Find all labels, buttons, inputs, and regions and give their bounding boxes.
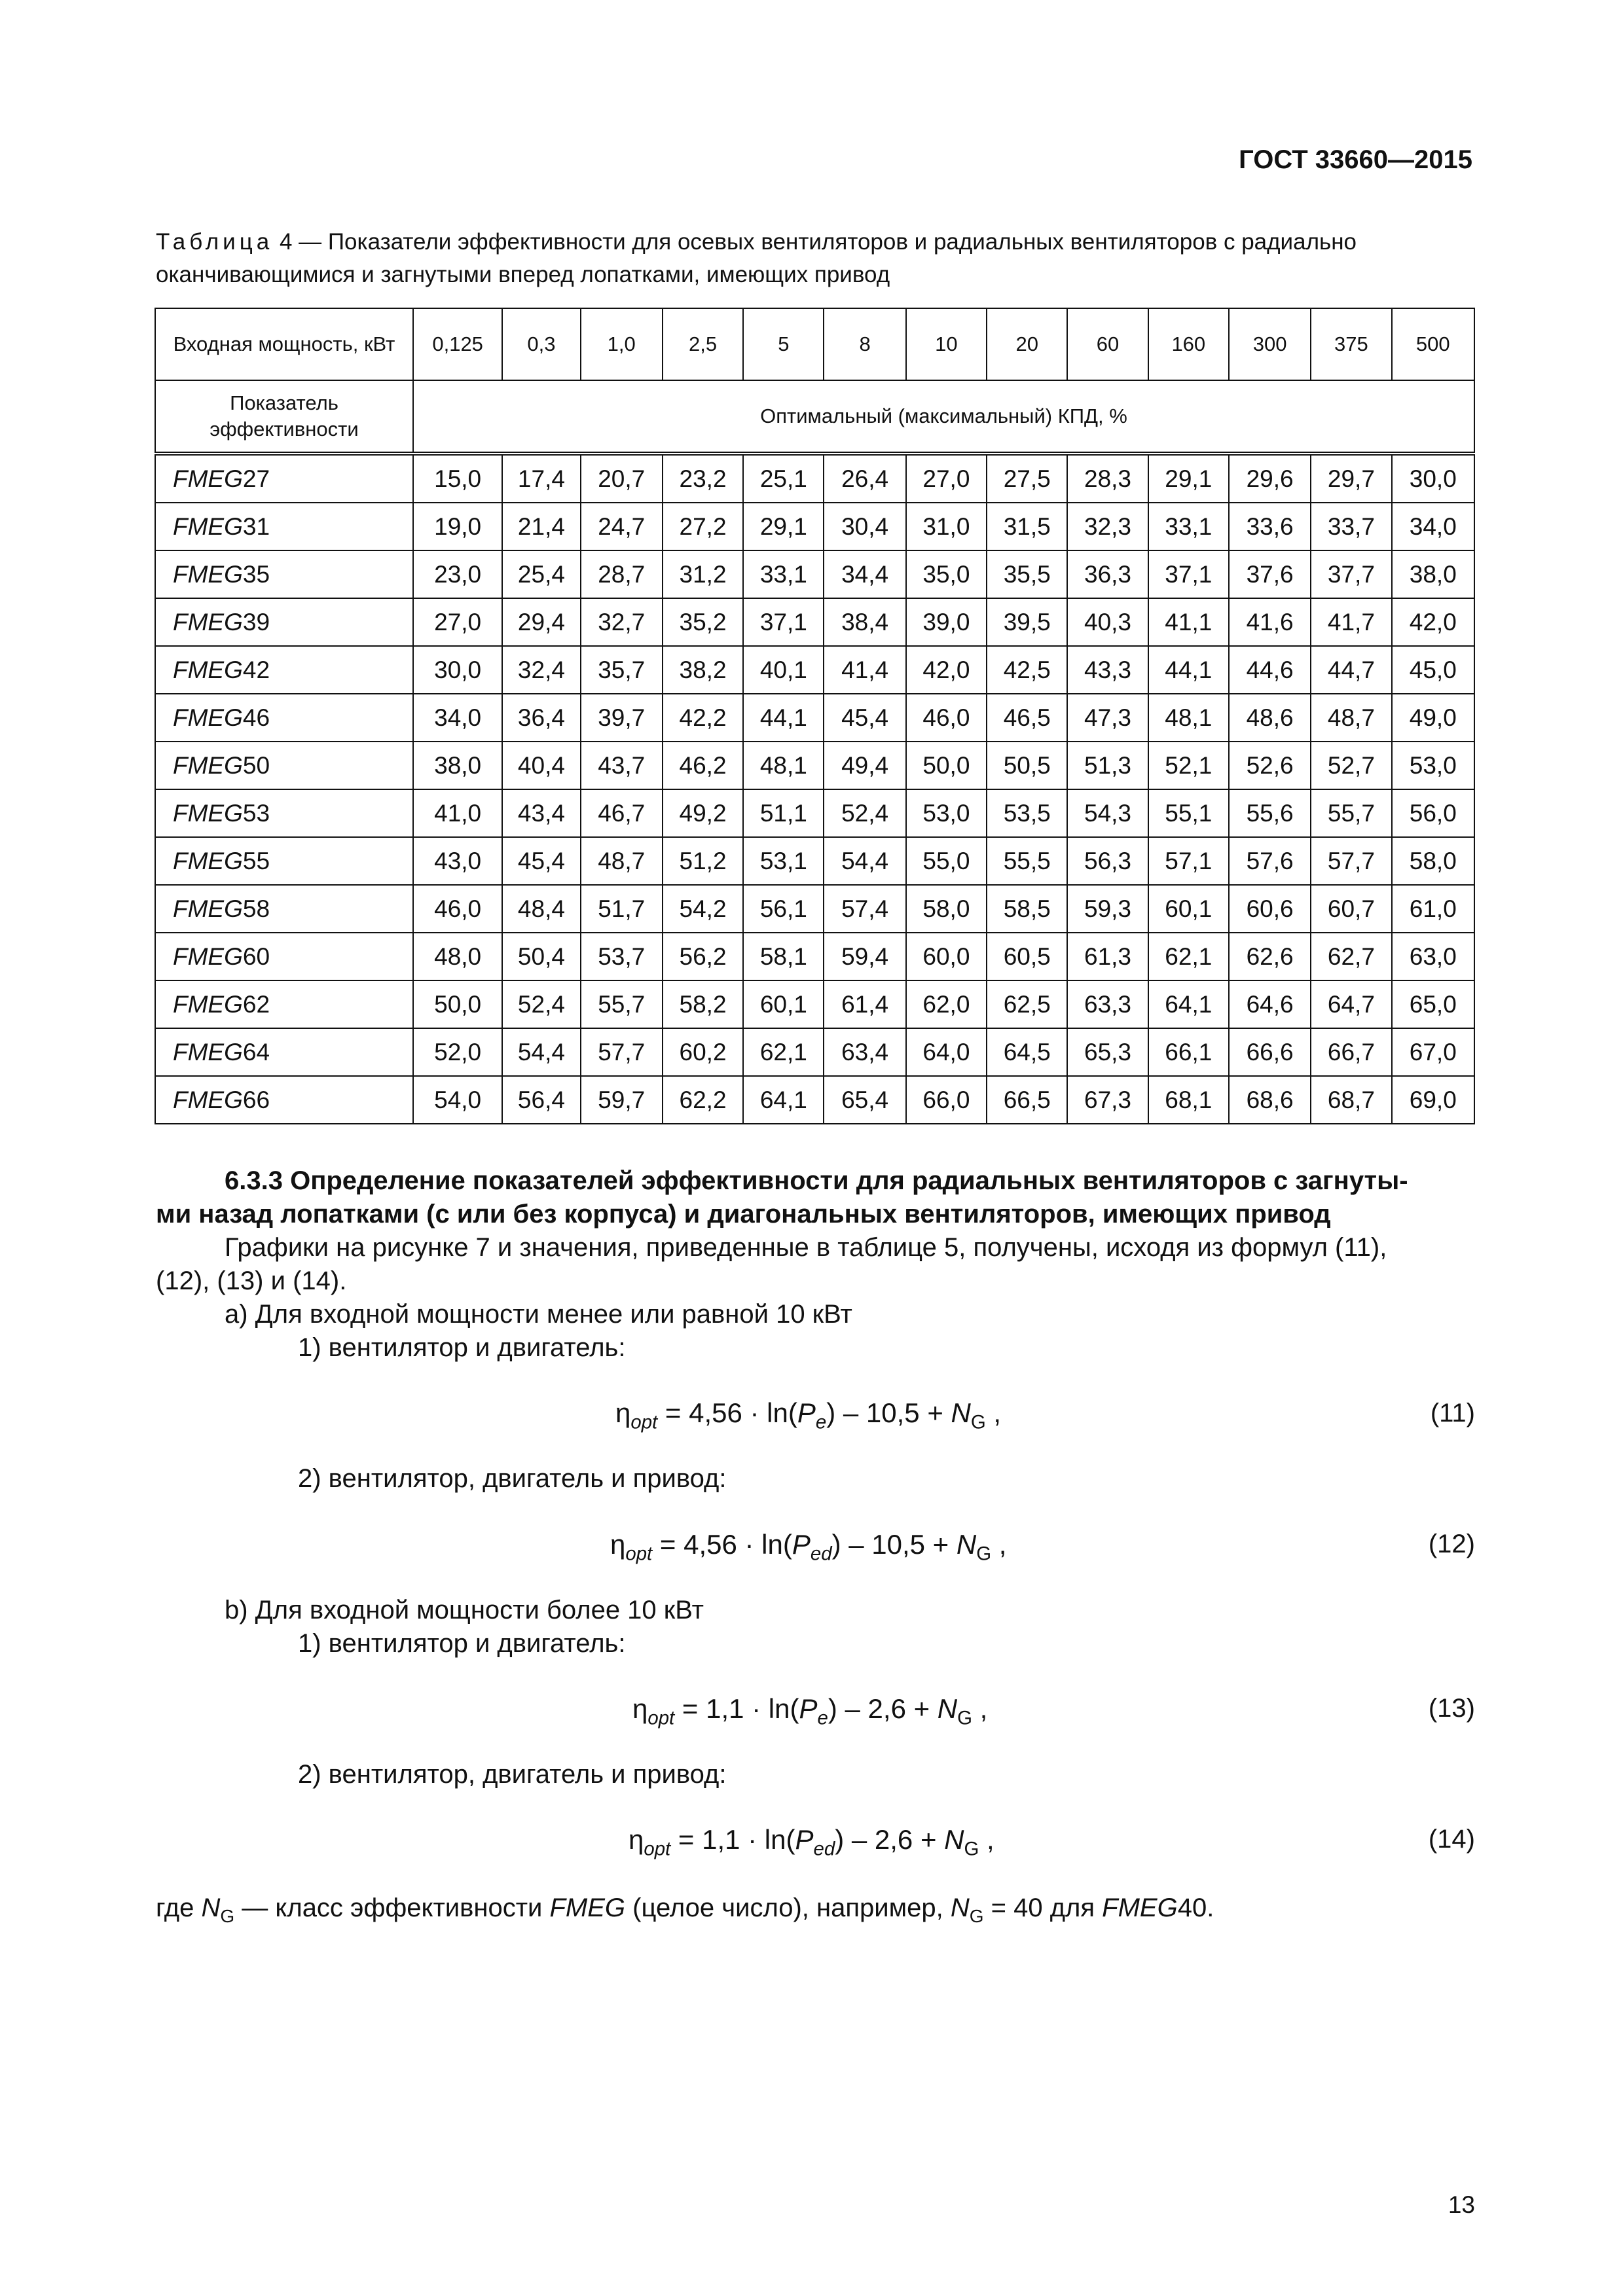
efficiency-value-cell: 35,5 bbox=[987, 550, 1067, 598]
efficiency-value-cell: 49,0 bbox=[1392, 694, 1474, 742]
efficiency-value-cell: 26,4 bbox=[824, 454, 905, 503]
power-value-cell: 0,3 bbox=[502, 308, 580, 380]
efficiency-value-cell: 69,0 bbox=[1392, 1076, 1474, 1124]
efficiency-value-cell: 61,0 bbox=[1392, 885, 1474, 933]
efficiency-value-cell: 62,6 bbox=[1229, 933, 1311, 980]
efficiency-value-cell: 42,0 bbox=[906, 646, 987, 694]
efficiency-value-cell: 55,6 bbox=[1229, 789, 1311, 837]
efficiency-value-cell: 66,7 bbox=[1311, 1028, 1391, 1076]
efficiency-value-cell: 66,0 bbox=[906, 1076, 987, 1124]
efficiency-value-cell: 44,6 bbox=[1229, 646, 1311, 694]
page-number: 13 bbox=[1448, 2191, 1475, 2218]
power-value-cell: 5 bbox=[743, 308, 824, 380]
efficiency-value-cell: 29,1 bbox=[743, 503, 824, 550]
table-header-row bbox=[155, 308, 1474, 380]
efficiency-value-cell: 30,0 bbox=[1392, 454, 1474, 503]
efficiency-value-cell: 15,0 bbox=[413, 454, 502, 503]
efficiency-value-cell: 62,1 bbox=[1148, 933, 1229, 980]
efficiency-value-cell: 62,2 bbox=[663, 1076, 743, 1124]
case-b-text: b) Для входной мощности более 10 кВт bbox=[225, 1596, 704, 1624]
efficiency-value-cell: 34,0 bbox=[1392, 503, 1474, 550]
efficiency-grade-cell: FMEG50 bbox=[155, 742, 413, 789]
efficiency-value-cell: 56,3 bbox=[1067, 837, 1148, 885]
efficiency-value-cell: 63,4 bbox=[824, 1028, 905, 1076]
efficiency-value-cell: 60,2 bbox=[663, 1028, 743, 1076]
efficiency-value-cell: 50,5 bbox=[987, 742, 1067, 789]
efficiency-value-cell: 34,4 bbox=[824, 550, 905, 598]
efficiency-grade-cell: FMEG31 bbox=[155, 503, 413, 550]
efficiency-value-cell: 30,4 bbox=[824, 503, 905, 550]
equation-number-11: (11) bbox=[1430, 1399, 1475, 1427]
efficiency-value-cell: 49,4 bbox=[824, 742, 905, 789]
efficiency-value-cell: 19,0 bbox=[413, 503, 502, 550]
efficiency-value-cell: 56,4 bbox=[502, 1076, 580, 1124]
efficiency-value-cell: 31,5 bbox=[987, 503, 1067, 550]
case-a-item2: 2) вентилятор, двигатель и привод: bbox=[298, 1464, 727, 1493]
efficiency-value-cell: 53,7 bbox=[581, 933, 663, 980]
efficiency-value-cell: 57,6 bbox=[1229, 837, 1311, 885]
efficiency-value-cell: 40,1 bbox=[743, 646, 824, 694]
efficiency-value-cell: 42,2 bbox=[663, 694, 743, 742]
case-b-item2: 2) вентилятор, двигатель и привод: bbox=[298, 1760, 727, 1789]
efficiency-value-cell: 41,4 bbox=[824, 646, 905, 694]
table-caption-label: Таблица bbox=[156, 229, 274, 255]
efficiency-value-cell: 45,4 bbox=[824, 694, 905, 742]
formula-12: $\eta_{opt} = 4,56 \cdot \ln(P_{ed}) - 10,5 + N_G$ , bbox=[610, 1529, 1007, 1565]
efficiency-value-cell: 25,4 bbox=[502, 550, 580, 598]
efficiency-value-cell: 35,0 bbox=[906, 550, 987, 598]
formula-11: $\eta_{opt} = 4,56 \cdot \ln(P_e) - 10,5 + N_G$ , bbox=[615, 1397, 1002, 1433]
efficiency-value-cell: 51,7 bbox=[581, 885, 663, 933]
efficiency-value-cell: 35,2 bbox=[663, 598, 743, 646]
efficiency-value-cell: 34,0 bbox=[413, 694, 502, 742]
efficiency-value-cell: 28,3 bbox=[1067, 454, 1148, 503]
efficiency-value-cell: 46,0 bbox=[906, 694, 987, 742]
efficiency-value-cell: 53,5 bbox=[987, 789, 1067, 837]
efficiency-value-cell: 51,2 bbox=[663, 837, 743, 885]
efficiency-value-cell: 45,0 bbox=[1392, 646, 1474, 694]
equation-number-12: (12) bbox=[1428, 1530, 1475, 1558]
efficiency-value-cell: 58,1 bbox=[743, 933, 824, 980]
table-row bbox=[155, 933, 1474, 980]
efficiency-value-cell: 50,0 bbox=[906, 742, 987, 789]
efficiency-grade-cell: FMEG35 bbox=[155, 550, 413, 598]
efficiency-value-cell: 57,4 bbox=[824, 885, 905, 933]
efficiency-value-cell: 41,1 bbox=[1148, 598, 1229, 646]
efficiency-value-cell: 55,7 bbox=[581, 980, 663, 1028]
efficiency-value-cell: 66,6 bbox=[1229, 1028, 1311, 1076]
efficiency-value-cell: 67,0 bbox=[1392, 1028, 1474, 1076]
efficiency-value-cell: 54,3 bbox=[1067, 789, 1148, 837]
efficiency-value-cell: 39,7 bbox=[581, 694, 663, 742]
efficiency-value-cell: 37,7 bbox=[1311, 550, 1391, 598]
efficiency-value-cell: 32,4 bbox=[502, 646, 580, 694]
efficiency-value-cell: 36,3 bbox=[1067, 550, 1148, 598]
efficiency-value-cell: 51,1 bbox=[743, 789, 824, 837]
efficiency-value-cell: 31,0 bbox=[906, 503, 987, 550]
efficiency-value-cell: 56,2 bbox=[663, 933, 743, 980]
efficiency-value-cell: 45,4 bbox=[502, 837, 580, 885]
efficiency-value-cell: 54,2 bbox=[663, 885, 743, 933]
table-row bbox=[155, 454, 1474, 503]
efficiency-value-cell: 64,0 bbox=[906, 1028, 987, 1076]
efficiency-value-cell: 52,4 bbox=[824, 789, 905, 837]
efficiency-value-cell: 58,0 bbox=[1392, 837, 1474, 885]
table-row bbox=[155, 837, 1474, 885]
efficiency-value-cell: 61,3 bbox=[1067, 933, 1148, 980]
efficiency-value-cell: 48,6 bbox=[1229, 694, 1311, 742]
efficiency-value-cell: 68,1 bbox=[1148, 1076, 1229, 1124]
table-row bbox=[155, 1076, 1474, 1124]
power-value-cell: 2,5 bbox=[663, 308, 743, 380]
table-row bbox=[155, 789, 1474, 837]
efficiency-value-cell: 53,0 bbox=[1392, 742, 1474, 789]
efficiency-value-cell: 55,5 bbox=[987, 837, 1067, 885]
efficiency-grade-cell: FMEG55 bbox=[155, 837, 413, 885]
efficiency-value-cell: 33,1 bbox=[743, 550, 824, 598]
efficiency-value-cell: 33,1 bbox=[1148, 503, 1229, 550]
efficiency-value-cell: 48,0 bbox=[413, 933, 502, 980]
efficiency-value-cell: 46,0 bbox=[413, 885, 502, 933]
efficiency-value-cell: 62,0 bbox=[906, 980, 987, 1028]
efficiency-value-cell: 54,0 bbox=[413, 1076, 502, 1124]
efficiency-value-cell: 29,1 bbox=[1148, 454, 1229, 503]
efficiency-grade-cell: FMEG58 bbox=[155, 885, 413, 933]
power-value-cell: 500 bbox=[1392, 308, 1474, 380]
efficiency-value-cell: 60,6 bbox=[1229, 885, 1311, 933]
table-row bbox=[155, 742, 1474, 789]
efficiency-value-cell: 63,0 bbox=[1392, 933, 1474, 980]
efficiency-value-cell: 39,0 bbox=[906, 598, 987, 646]
efficiency-value-cell: 54,4 bbox=[502, 1028, 580, 1076]
efficiency-value-cell: 50,4 bbox=[502, 933, 580, 980]
efficiency-value-cell: 64,5 bbox=[987, 1028, 1067, 1076]
efficiency-value-cell: 43,7 bbox=[581, 742, 663, 789]
section-intro-line2: (12), (13) и (14). bbox=[156, 1266, 347, 1295]
document-standard-number: ГОСТ 33660—2015 bbox=[1239, 145, 1472, 174]
table-caption bbox=[156, 226, 1472, 291]
efficiency-value-cell: 36,4 bbox=[502, 694, 580, 742]
table-row bbox=[155, 1028, 1474, 1076]
table-subheader-row bbox=[155, 380, 1474, 454]
power-value-cell: 300 bbox=[1229, 308, 1311, 380]
efficiency-value-cell: 37,1 bbox=[743, 598, 824, 646]
efficiency-value-cell: 64,7 bbox=[1311, 980, 1391, 1028]
efficiency-value-cell: 60,5 bbox=[987, 933, 1067, 980]
efficiency-value-cell: 68,7 bbox=[1311, 1076, 1391, 1124]
efficiency-value-cell: 60,7 bbox=[1311, 885, 1391, 933]
efficiency-value-cell: 53,0 bbox=[906, 789, 987, 837]
power-value-cell: 0,125 bbox=[413, 308, 502, 380]
efficiency-value-cell: 27,2 bbox=[663, 503, 743, 550]
efficiency-value-cell: 40,4 bbox=[502, 742, 580, 789]
efficiency-value-cell: 64,6 bbox=[1229, 980, 1311, 1028]
efficiency-value-cell: 48,4 bbox=[502, 885, 580, 933]
efficiency-value-cell: 51,3 bbox=[1067, 742, 1148, 789]
power-header-cell: Входная мощность, кВт bbox=[155, 308, 413, 380]
efficiency-value-cell: 58,5 bbox=[987, 885, 1067, 933]
efficiency-value-cell: 58,0 bbox=[906, 885, 987, 933]
efficiency-grade-cell: FMEG53 bbox=[155, 789, 413, 837]
efficiency-value-cell: 62,5 bbox=[987, 980, 1067, 1028]
efficiency-value-cell: 44,1 bbox=[743, 694, 824, 742]
efficiency-value-cell: 48,1 bbox=[743, 742, 824, 789]
efficiency-value-cell: 59,7 bbox=[581, 1076, 663, 1124]
efficiency-value-cell: 41,6 bbox=[1229, 598, 1311, 646]
efficiency-value-cell: 30,0 bbox=[413, 646, 502, 694]
efficiency-value-cell: 68,6 bbox=[1229, 1076, 1311, 1124]
efficiency-value-cell: 27,0 bbox=[906, 454, 987, 503]
efficiency-value-cell: 46,5 bbox=[987, 694, 1067, 742]
efficiency-grade-cell: FMEG27 bbox=[155, 454, 413, 503]
efficiency-value-cell: 44,7 bbox=[1311, 646, 1391, 694]
power-value-cell: 375 bbox=[1311, 308, 1391, 380]
efficiency-value-cell: 37,1 bbox=[1148, 550, 1229, 598]
efficiency-value-cell: 39,5 bbox=[987, 598, 1067, 646]
efficiency-value-cell: 32,3 bbox=[1067, 503, 1148, 550]
ng-definition: где $N_G$ — класс эффективности FMEG (целое число), например, $N_G = 40$ для FMEG40. bbox=[156, 1893, 1214, 1926]
efficiency-value-cell: 64,1 bbox=[1148, 980, 1229, 1028]
efficiency-value-cell: 66,1 bbox=[1148, 1028, 1229, 1076]
efficiency-header-cell: Оптимальный (максимальный) КПД, % bbox=[413, 380, 1474, 454]
efficiency-value-cell: 52,7 bbox=[1311, 742, 1391, 789]
power-value-cell: 160 bbox=[1148, 308, 1229, 380]
efficiency-value-cell: 42,0 bbox=[1392, 598, 1474, 646]
efficiency-value-cell: 46,7 bbox=[581, 789, 663, 837]
efficiency-value-cell: 47,3 bbox=[1067, 694, 1148, 742]
efficiency-value-cell: 59,3 bbox=[1067, 885, 1148, 933]
efficiency-value-cell: 53,1 bbox=[743, 837, 824, 885]
efficiency-value-cell: 41,7 bbox=[1311, 598, 1391, 646]
efficiency-value-cell: 27,5 bbox=[987, 454, 1067, 503]
efficiency-value-cell: 56,0 bbox=[1392, 789, 1474, 837]
efficiency-value-cell: 33,6 bbox=[1229, 503, 1311, 550]
efficiency-value-cell: 38,0 bbox=[1392, 550, 1474, 598]
efficiency-value-cell: 57,1 bbox=[1148, 837, 1229, 885]
efficiency-value-cell: 64,1 bbox=[743, 1076, 824, 1124]
efficiency-value-cell: 43,0 bbox=[413, 837, 502, 885]
efficiency-value-cell: 62,1 bbox=[743, 1028, 824, 1076]
section-intro-line1: Графики на рисунке 7 и значения, приведенные в таблице 5, получены, исходя из формул (11), bbox=[225, 1233, 1387, 1262]
efficiency-value-cell: 44,1 bbox=[1148, 646, 1229, 694]
formula-14: $\eta_{opt} = 1,1 \cdot \ln(P_{ed}) - 2,6 + N_G$ , bbox=[629, 1824, 994, 1860]
efficiency-value-cell: 52,4 bbox=[502, 980, 580, 1028]
efficiency-value-cell: 56,1 bbox=[743, 885, 824, 933]
efficiency-value-cell: 38,0 bbox=[413, 742, 502, 789]
table-row bbox=[155, 503, 1474, 550]
efficiency-value-cell: 58,2 bbox=[663, 980, 743, 1028]
section-heading-line1: 6.3.3 Определение показателей эффективности для радиальных вентиляторов с загнуты- bbox=[225, 1166, 1408, 1195]
efficiency-value-cell: 32,7 bbox=[581, 598, 663, 646]
efficiency-table bbox=[155, 308, 1475, 1124]
efficiency-value-cell: 20,7 bbox=[581, 454, 663, 503]
efficiency-grade-cell: FMEG64 bbox=[155, 1028, 413, 1076]
efficiency-value-cell: 52,6 bbox=[1229, 742, 1311, 789]
efficiency-value-cell: 60,1 bbox=[1148, 885, 1229, 933]
equation-number-14: (14) bbox=[1428, 1825, 1475, 1854]
case-b-item1: 1) вентилятор и двигатель: bbox=[298, 1629, 626, 1658]
efficiency-grade-cell: FMEG39 bbox=[155, 598, 413, 646]
efficiency-value-cell: 33,7 bbox=[1311, 503, 1391, 550]
efficiency-value-cell: 67,3 bbox=[1067, 1076, 1148, 1124]
efficiency-value-cell: 61,4 bbox=[824, 980, 905, 1028]
efficiency-value-cell: 59,4 bbox=[824, 933, 905, 980]
efficiency-value-cell: 60,1 bbox=[743, 980, 824, 1028]
efficiency-value-cell: 24,7 bbox=[581, 503, 663, 550]
section-heading-line2: ми назад лопатками (с или без корпуса) и диагональных вентиляторов, имеющих привод bbox=[156, 1200, 1331, 1229]
power-value-cell: 1,0 bbox=[581, 308, 663, 380]
efficiency-value-cell: 62,7 bbox=[1311, 933, 1391, 980]
efficiency-value-cell: 29,4 bbox=[502, 598, 580, 646]
efficiency-value-cell: 25,1 bbox=[743, 454, 824, 503]
table-row bbox=[155, 694, 1474, 742]
efficiency-value-cell: 60,0 bbox=[906, 933, 987, 980]
power-value-cell: 60 bbox=[1067, 308, 1148, 380]
efficiency-value-cell: 31,2 bbox=[663, 550, 743, 598]
efficiency-value-cell: 29,6 bbox=[1229, 454, 1311, 503]
efficiency-grade-cell: FMEG46 bbox=[155, 694, 413, 742]
efficiency-value-cell: 49,2 bbox=[663, 789, 743, 837]
efficiency-grade-cell: FMEG42 bbox=[155, 646, 413, 694]
efficiency-value-cell: 28,7 bbox=[581, 550, 663, 598]
table-row bbox=[155, 646, 1474, 694]
case-a-item1: 1) вентилятор и двигатель: bbox=[298, 1333, 626, 1362]
efficiency-value-cell: 43,4 bbox=[502, 789, 580, 837]
efficiency-grade-cell: FMEG66 bbox=[155, 1076, 413, 1124]
efficiency-value-cell: 23,2 bbox=[663, 454, 743, 503]
equation-number-13: (13) bbox=[1428, 1694, 1475, 1723]
efficiency-value-cell: 27,0 bbox=[413, 598, 502, 646]
efficiency-value-cell: 21,4 bbox=[502, 503, 580, 550]
efficiency-value-cell: 52,0 bbox=[413, 1028, 502, 1076]
efficiency-value-cell: 52,1 bbox=[1148, 742, 1229, 789]
table-row bbox=[155, 550, 1474, 598]
table-row bbox=[155, 885, 1474, 933]
table-caption-text: 4 — Показатели эффективности для осевых вентиляторов и радиальных вентиляторов с радиально оканчивающимися и загнутыми вперед лопатками, имеющих привод bbox=[156, 229, 1357, 287]
efficiency-value-cell: 55,0 bbox=[906, 837, 987, 885]
efficiency-value-cell: 50,0 bbox=[413, 980, 502, 1028]
indicator-header-cell: Показатель эффективности bbox=[155, 380, 413, 454]
efficiency-value-cell: 41,0 bbox=[413, 789, 502, 837]
table-row bbox=[155, 980, 1474, 1028]
efficiency-value-cell: 38,2 bbox=[663, 646, 743, 694]
efficiency-grade-cell: FMEG60 bbox=[155, 933, 413, 980]
efficiency-value-cell: 38,4 bbox=[824, 598, 905, 646]
efficiency-value-cell: 55,7 bbox=[1311, 789, 1391, 837]
efficiency-grade-cell: FMEG62 bbox=[155, 980, 413, 1028]
efficiency-value-cell: 46,2 bbox=[663, 742, 743, 789]
efficiency-value-cell: 57,7 bbox=[1311, 837, 1391, 885]
efficiency-value-cell: 40,3 bbox=[1067, 598, 1148, 646]
efficiency-value-cell: 63,3 bbox=[1067, 980, 1148, 1028]
efficiency-value-cell: 17,4 bbox=[502, 454, 580, 503]
efficiency-value-cell: 66,5 bbox=[987, 1076, 1067, 1124]
case-a-text: а) Для входной мощности менее или равной 10 кВт bbox=[225, 1300, 852, 1329]
efficiency-value-cell: 35,7 bbox=[581, 646, 663, 694]
efficiency-value-cell: 65,4 bbox=[824, 1076, 905, 1124]
efficiency-value-cell: 48,7 bbox=[1311, 694, 1391, 742]
efficiency-value-cell: 42,5 bbox=[987, 646, 1067, 694]
efficiency-value-cell: 65,3 bbox=[1067, 1028, 1148, 1076]
power-value-cell: 8 bbox=[824, 308, 905, 380]
efficiency-value-cell: 55,1 bbox=[1148, 789, 1229, 837]
efficiency-value-cell: 57,7 bbox=[581, 1028, 663, 1076]
efficiency-value-cell: 43,3 bbox=[1067, 646, 1148, 694]
formula-13: $\eta_{opt} = 1,1 \cdot \ln(P_e) - 2,6 + N_G$ , bbox=[632, 1693, 988, 1729]
power-value-cell: 20 bbox=[987, 308, 1067, 380]
efficiency-value-cell: 23,0 bbox=[413, 550, 502, 598]
efficiency-value-cell: 65,0 bbox=[1392, 980, 1474, 1028]
power-value-cell: 10 bbox=[906, 308, 987, 380]
efficiency-value-cell: 48,7 bbox=[581, 837, 663, 885]
table-row bbox=[155, 598, 1474, 646]
efficiency-value-cell: 29,7 bbox=[1311, 454, 1391, 503]
efficiency-value-cell: 37,6 bbox=[1229, 550, 1311, 598]
efficiency-value-cell: 54,4 bbox=[824, 837, 905, 885]
efficiency-value-cell: 48,1 bbox=[1148, 694, 1229, 742]
